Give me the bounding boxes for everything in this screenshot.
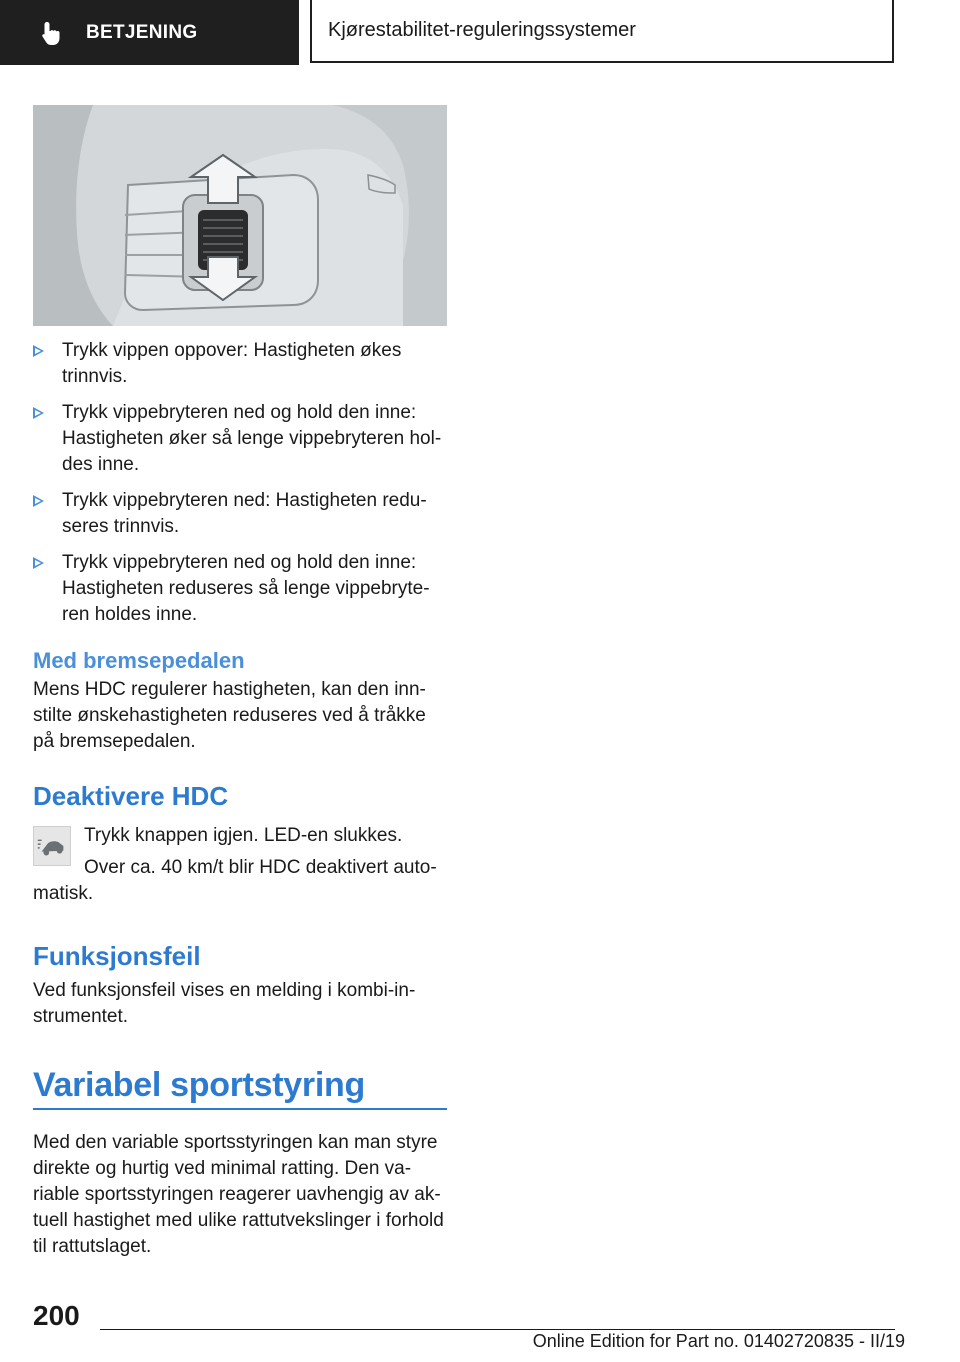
fault-section: [33, 941, 449, 1030]
list-item: Trykk vippen oppover: Hastigheten økes trinnvis.: [33, 338, 449, 390]
list-item: Trykk vippebryteren ned og hold den inne: Hastigheten reduseres så lenge vippebryte-ren holdes inne.: [33, 550, 449, 628]
instruction-list: [33, 338, 449, 638]
bullet-triangle-icon: [33, 495, 44, 507]
page-number: 200: [33, 1300, 80, 1331]
steering-wheel-rocker-switch-illustration: [33, 105, 447, 326]
fault-heading: Funksjonsfeil: [33, 941, 201, 971]
chapter-title: Kjørestabilitet-reguleringssystemer: [328, 19, 636, 41]
heading-rule: [33, 1108, 447, 1110]
deactivate-heading: Deaktivere HDC: [33, 781, 229, 811]
chapter-header: [310, 0, 894, 63]
section-tab: [0, 0, 299, 65]
section-title: BETJENING: [86, 21, 198, 43]
list-item: Trykk vippebryteren ned og hold den inne: Hastigheten øker så lenge vippebryteren hol-des inne.: [33, 400, 449, 478]
deactivate-text-2: Over ca. 40 km/t blir HDC deaktivert auto-matisk.: [33, 857, 437, 904]
bullet-triangle-icon: [33, 557, 44, 569]
fault-text: Ved funksjonsfeil vises en melding i kombi-in-strumentet.: [33, 980, 416, 1027]
brake-section: [33, 648, 449, 755]
steering-body: [33, 1130, 449, 1260]
footer-rule: [100, 1329, 895, 1330]
edition-note: Online Edition for Part no. 01402720835 - II/19: [532, 1331, 905, 1351]
steering-text: Med den variable sportsstyringen kan man styre direkte og hurtig ved minimal ratting. Den va-riable sportsstyringen reagerer uavhengig av ak-tuell hastighet med ulike rattutvekslinger i forhold til rattutslaget.: [33, 1132, 444, 1257]
bullet-triangle-icon: [33, 345, 44, 357]
deactivate-line2-wrap: [33, 855, 449, 907]
list-item: Trykk vippebryteren ned: Hastigheten redu-seres trinnvis.: [33, 488, 449, 540]
deactivate-section: [33, 781, 449, 812]
deactivate-line1-wrap: [84, 823, 449, 849]
deactivate-text-1: Trykk knappen igjen. LED-en slukkes.: [84, 825, 403, 846]
steering-heading: Variabel sportstyring: [33, 1066, 365, 1104]
brake-text: Mens HDC regulerer hastigheten, kan den inn-stilte ønskehastigheten reduseres ved å tråkke på bremsepedalen.: [33, 679, 426, 752]
bullet-triangle-icon: [33, 407, 44, 419]
steering-section: [33, 1066, 449, 1105]
hand-pointer-icon: [38, 19, 66, 47]
brake-heading: Med bremsepedalen: [33, 648, 245, 673]
